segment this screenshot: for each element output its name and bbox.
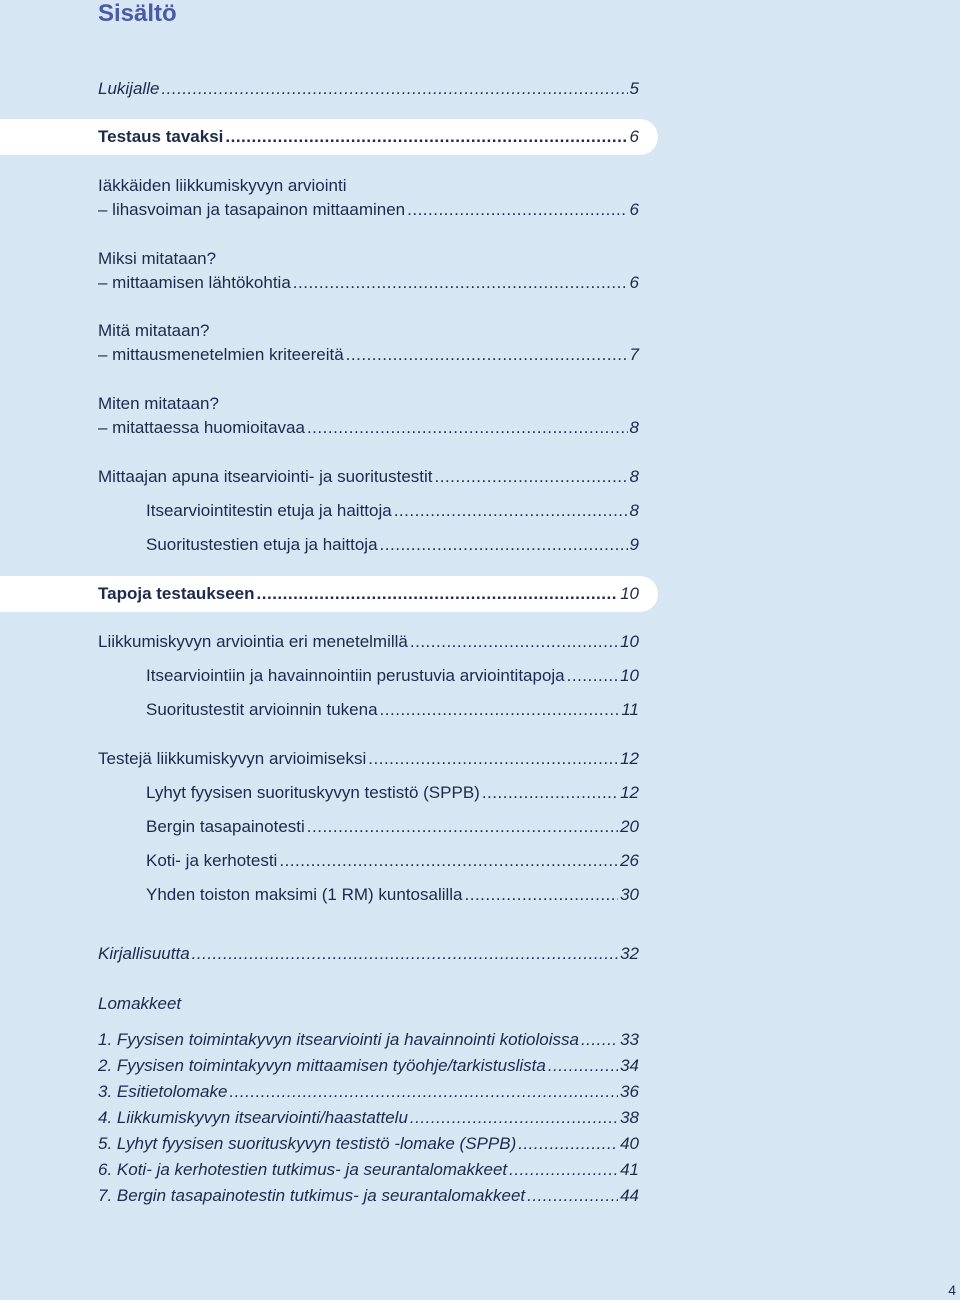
toc-label: Tapoja testaukseen [98,584,255,603]
page-number: 4 [948,1282,956,1298]
toc-label: 4. Liikkumiskyvyn itsearviointi/haastattelu [98,1108,408,1127]
toc-leader [346,343,628,367]
toc-page: 36 [620,1082,639,1101]
toc-page: 12 [620,783,639,802]
toc-leader [257,582,619,606]
toc-leader [394,499,628,523]
toc-page: 7 [629,345,639,364]
toc-entry-suoritustestien[interactable] [146,533,639,557]
toc-leader [410,1106,618,1130]
toc-leader [229,1080,618,1104]
toc-page: 8 [629,418,639,437]
toc-page: 5 [629,79,639,98]
toc-page: 10 [620,632,639,651]
toc-page: 8 [629,501,639,520]
toc-page: 8 [629,467,639,486]
toc-entry-liikkumiskyvyn[interactable] [98,630,639,654]
toc-leader [435,465,628,489]
toc-page: 6 [629,127,639,146]
toc-page: 44 [620,1186,639,1205]
toc-label: – mittaamisen lähtökohtia [98,273,291,292]
toc-page: 9 [629,535,639,554]
toc-entry-lomake-4[interactable] [98,1106,639,1130]
toc-entry-itsearviointiin[interactable] [146,664,639,688]
toc-label: Liikkumiskyvyn arviointia eri menetelmillä [98,632,408,651]
toc-entry-mita[interactable] [98,343,639,367]
toc-entry-mittaajan[interactable] [98,465,639,489]
toc-entry-iakkaiden-line1: Iäkkäiden liikkumiskyvyn arviointi [98,176,347,195]
toc-leader [465,883,619,907]
lomakkeet-heading: Lomakkeet [98,994,182,1013]
toc-leader [293,271,628,295]
toc-leader [410,630,618,654]
toc-label: 6. Koti- ja kerhotestien tutkimus- ja seurantalomakkeet [98,1160,508,1179]
toc-entry-koti[interactable] [146,849,639,873]
toc-leader [307,416,628,440]
toc-label: Suoritustestit arvioinnin tukena [146,700,378,719]
toc-leader [380,533,628,557]
toc-entry-lomake-6[interactable] [98,1158,639,1182]
toc-page: 38 [620,1108,639,1127]
toc-page: 6 [629,273,639,292]
toc-entry-lomake-3[interactable] [98,1080,639,1104]
toc-entry-testaus-tavaksi[interactable] [98,125,639,149]
toc-page: 11 [621,700,639,719]
toc-entry-mita-line1: Mitä mitataan? [98,321,210,340]
toc-page: 10 [620,584,639,603]
toc-leader [518,1132,618,1156]
toc-entry-miten[interactable] [98,416,639,440]
toc-label: Testejä liikkumiskyvyn arvioimiseksi [98,749,367,768]
toc-label: Kirjallisuutta [98,944,190,963]
toc-label: 5. Lyhyt fyysisen suorituskyvyn testistö -lomake (SPPB) [98,1134,517,1153]
toc-leader [548,1054,618,1078]
toc-label: – mittausmenetelmien kriteereitä [98,345,344,364]
toc-leader [527,1184,618,1208]
toc-label: Bergin tasapainotesti [146,817,305,836]
toc-page: 32 [620,944,639,963]
toc-page: 26 [620,851,639,870]
toc-leader [368,747,618,771]
toc-leader [380,698,620,722]
toc-label: Suoritustestien etuja ja haittoja [146,535,378,554]
toc-label: Itsearviointiin ja havainnointiin perustuvia arviointitapoja [146,666,565,685]
toc-label: 7. Bergin tasapainotestin tutkimus- ja seurantalomakkeet [98,1186,526,1205]
toc-page: 40 [620,1134,639,1153]
toc-leader [192,942,618,966]
toc-entry-testeja[interactable] [98,747,639,771]
toc-entry-lukijalle[interactable] [98,77,639,101]
toc-entry-lomake-5[interactable] [98,1132,639,1156]
toc-leader [225,125,627,149]
toc-label: Mittaajan apuna itsearviointi- ja suoritustestit [98,467,433,486]
toc-label: 3. Esitietolomake [98,1082,228,1101]
toc-leader [567,664,618,688]
toc-label: Lukijalle [98,79,160,98]
toc-label: Yhden toiston maksimi (1 RM) kuntosalilla [146,885,463,904]
toc-leader [482,781,618,805]
toc-label: – mitattaessa huomioitavaa [98,418,305,437]
toc-leader [307,815,618,839]
toc-page: 33 [620,1030,639,1049]
toc-label: Koti- ja kerhotesti [146,851,278,870]
page-title: Sisältö [98,0,177,27]
toc-leader [279,849,618,873]
toc-page: 34 [620,1056,639,1075]
toc-label: Lyhyt fyysisen suorituskyvyn testistö (SPPB) [146,783,480,802]
toc-entry-yhden[interactable] [146,883,639,907]
toc-entry-tapoja-testaukseen[interactable] [98,582,639,606]
toc-leader [161,77,627,101]
toc-entry-lomake-7[interactable] [98,1184,639,1208]
toc-page: 12 [620,749,639,768]
toc-entry-miksi[interactable] [98,271,639,295]
toc-entry-lomake-1[interactable] [98,1028,639,1052]
toc-leader [407,198,627,222]
toc-entry-bergin[interactable] [146,815,639,839]
toc-entry-lyhyt[interactable] [146,781,639,805]
toc-page: 6 [629,200,639,219]
toc-entry-miksi-line1: Miksi mitataan? [98,249,217,268]
toc-leader [509,1158,618,1182]
toc-entry-lomake-2[interactable] [98,1054,639,1078]
toc-label: 1. Fyysisen toimintakyvyn itsearviointi ja havainnointi kotioloissa [98,1030,579,1049]
toc-entry-miten-line1: Miten mitataan? [98,394,219,413]
toc-label: – lihasvoiman ja tasapainon mittaaminen [98,200,406,219]
toc-label: Testaus tavaksi [98,127,224,146]
toc-entry-suoritustestit[interactable] [146,698,639,722]
toc-entry-itsearviointitestin[interactable] [146,499,639,523]
toc-leader [581,1028,618,1052]
toc-label: Itsearviointitestin etuja ja haittoja [146,501,392,520]
toc-page: 30 [620,885,639,904]
toc-label: 2. Fyysisen toimintakyvyn mittaamisen työohje/tarkistuslista [98,1056,546,1075]
toc-entry-kirjallisuutta[interactable] [98,942,639,966]
toc-page: 41 [620,1160,639,1179]
toc-page: 20 [620,817,639,836]
toc-entry-iakkaiden[interactable] [98,198,639,222]
toc-page: 10 [620,666,639,685]
